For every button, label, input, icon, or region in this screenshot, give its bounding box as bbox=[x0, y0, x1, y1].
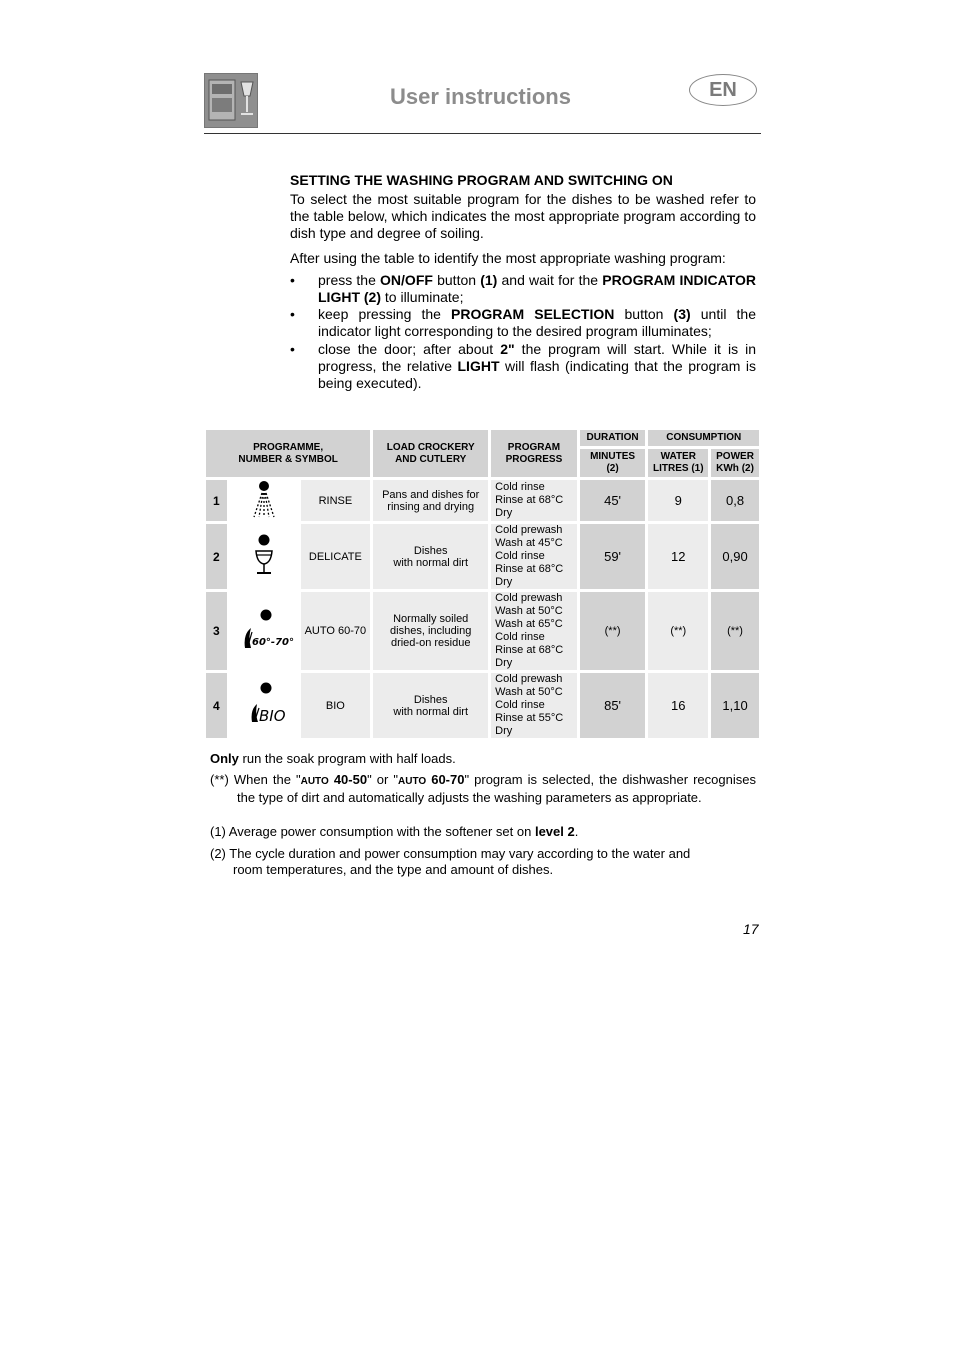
bullet-dot: • bbox=[290, 272, 295, 288]
bullet-item bbox=[290, 272, 756, 306]
bullet-bold: (3) bbox=[673, 306, 691, 322]
load-description: Dishes with normal dirt bbox=[373, 524, 488, 589]
duration-minutes: 45' bbox=[580, 480, 646, 521]
header-minutes: MINUTES (2) bbox=[580, 449, 646, 477]
water-litres: (**) bbox=[648, 592, 708, 670]
duration-minutes: (**) bbox=[580, 592, 646, 670]
svg-text:60°-70°: 60°-70° bbox=[251, 636, 294, 648]
bullet-text: to illuminate; bbox=[381, 289, 464, 305]
table-row bbox=[206, 592, 759, 670]
delicate-glass-icon bbox=[244, 533, 284, 577]
bullet-bold: PROGRAM SELECTION bbox=[451, 306, 615, 322]
bullet-dot: • bbox=[290, 306, 295, 322]
bullet-text: keep pressing the bbox=[318, 306, 452, 322]
water-litres: 12 bbox=[648, 524, 708, 589]
note-soak: Only run the soak program with half loads. bbox=[210, 751, 456, 766]
dishwasher-logo-icon bbox=[204, 73, 258, 128]
bullet-dot: • bbox=[290, 341, 295, 357]
after-table-paragraph: After using the table to identify the most appropriate washing program: bbox=[290, 250, 726, 266]
section-heading: SETTING THE WASHING PROGRAM AND SWITCHING ON bbox=[290, 172, 673, 188]
water-litres: 16 bbox=[648, 673, 708, 738]
header-water: WATER LITRES (1) bbox=[648, 449, 708, 477]
header-power: POWER KWh (2) bbox=[711, 449, 759, 477]
load-description: Pans and dishes for rinsing and drying bbox=[373, 480, 488, 521]
auto-60-70-icon bbox=[239, 608, 294, 652]
page-title: User instructions bbox=[390, 84, 571, 109]
bullet-text: will flash (indicating that the program is being executed). bbox=[318, 358, 756, 391]
power-kwh: 0,90 bbox=[711, 524, 759, 589]
header-progress: PROGRAM PROGRESS bbox=[491, 430, 577, 477]
load-description: Normally soiled dishes, including dried-on residue bbox=[373, 592, 488, 670]
program-name: DELICATE bbox=[301, 524, 371, 589]
program-steps: Cold prewash Wash at 45°C Cold rinse Rinse at 68°C Dry bbox=[491, 524, 577, 589]
bullet-item bbox=[290, 341, 756, 392]
bullet-text: until the indicator light corresponding to the desired program illuminates; bbox=[318, 306, 757, 339]
table-row bbox=[206, 673, 759, 738]
header-load: LOAD CROCKERY AND CUTLERY bbox=[373, 430, 488, 477]
bullet-text: button bbox=[614, 306, 674, 322]
bullet-bold: (1) bbox=[480, 272, 498, 288]
program-number: 2 bbox=[206, 524, 227, 589]
bullet-bold: ON/OFF bbox=[380, 272, 433, 288]
program-steps: Cold rinse Rinse at 68°C Dry bbox=[491, 480, 577, 521]
load-description: Dishes with normal dirt bbox=[373, 673, 488, 738]
bullet-bold: LIGHT bbox=[457, 358, 500, 374]
program-number: 4 bbox=[206, 673, 227, 738]
bio-icon bbox=[244, 682, 284, 726]
rinse-icon bbox=[244, 480, 284, 518]
program-name: BIO bbox=[301, 673, 371, 738]
bullet-text: the program will start. While it is in progress, the relative bbox=[318, 341, 756, 374]
header-consumption: CONSUMPTION bbox=[648, 430, 759, 446]
program-steps: Cold prewash Wash at 50°C Wash at 65°C Cold rinse Rinse at 68°C Dry bbox=[491, 592, 577, 670]
note-two: (2) The cycle duration and power consumption may vary according to the water and room temperatures, and the type and amount of dishes. bbox=[210, 846, 691, 877]
power-kwh: 0,8 bbox=[711, 480, 759, 521]
program-name: AUTO 60-70 bbox=[301, 592, 371, 670]
program-table bbox=[203, 427, 762, 741]
duration-minutes: 85' bbox=[580, 673, 646, 738]
table-row bbox=[206, 480, 759, 521]
bullet-text: close the door; after about bbox=[318, 341, 501, 357]
bullet-text: button bbox=[432, 272, 481, 288]
note-auto: (**) When the "AUTO 40-50" or "AUTO 60-70" program is selected, the dishwasher recognises the type of dirt and automatically adjusts the washing parameters as appropriate. bbox=[210, 772, 756, 805]
bullet-text: press the bbox=[318, 272, 381, 288]
header-duration: DURATION bbox=[580, 430, 646, 446]
bullet-bold: PROGRAM INDICATOR LIGHT (2) bbox=[318, 272, 756, 305]
bullet-bold: 2" bbox=[500, 341, 515, 357]
water-litres: 9 bbox=[648, 480, 708, 521]
table-row bbox=[206, 524, 759, 589]
bullet-item bbox=[290, 306, 756, 340]
bullet-text: and wait for the bbox=[497, 272, 603, 288]
power-kwh: 1,10 bbox=[711, 673, 759, 738]
duration-minutes: 59' bbox=[580, 524, 646, 589]
program-steps: Cold prewash Wash at 50°C Cold rinse Rinse at 55°C Dry bbox=[491, 673, 577, 738]
language-badge: EN bbox=[689, 74, 757, 106]
power-kwh: (**) bbox=[711, 592, 759, 670]
program-name: RINSE bbox=[301, 480, 371, 521]
page-number: 17 bbox=[743, 921, 759, 937]
program-number: 1 bbox=[206, 480, 227, 521]
note-one: (1) Average power consumption with the softener set on level 2. bbox=[210, 824, 579, 839]
svg-text:BIO: BIO bbox=[258, 707, 286, 725]
intro-paragraph: To select the most suitable program for the dishes to be washed refer to the table below, which indicates the most appropriate program according to dish type and degree of soiling. bbox=[290, 191, 756, 241]
header-divider bbox=[204, 133, 761, 134]
program-number: 3 bbox=[206, 592, 227, 670]
header-programme: PROGRAMME, NUMBER & SYMBOL bbox=[206, 430, 370, 477]
